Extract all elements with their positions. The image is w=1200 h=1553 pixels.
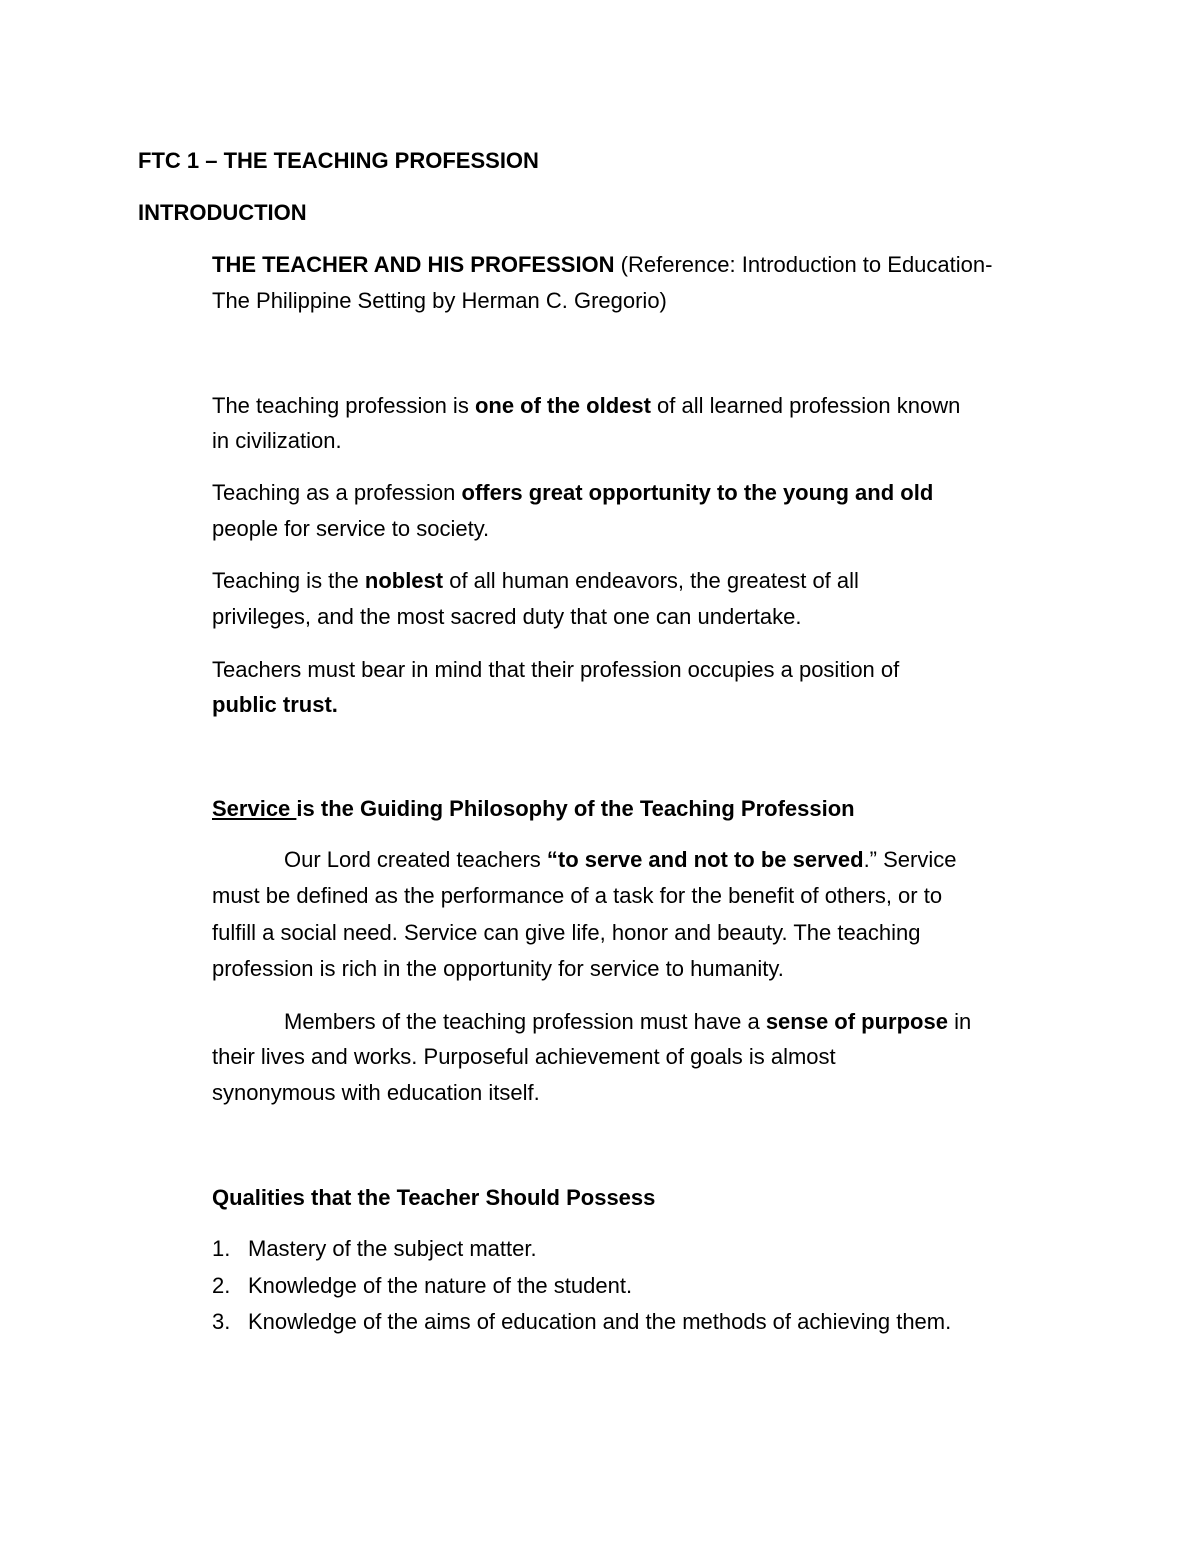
text-run: Our Lord created teachers — [284, 847, 547, 872]
text-run: is the Guiding Philosophy of the Teaching Profession — [296, 796, 855, 821]
text-run: Teaching as a profession — [212, 480, 462, 505]
paragraph-oldest-line-2: in civilization. — [212, 428, 342, 453]
paragraph-opportunity-line-1 — [212, 480, 933, 506]
bold-run: “to serve and not to be served — [546, 847, 864, 872]
list-text: Knowledge of the aims of education and the methods of achieving them. — [248, 1309, 952, 1334]
list-number: 2. — [212, 1273, 231, 1298]
service-heading — [212, 796, 855, 822]
list-text: Mastery of the subject matter. — [248, 1236, 537, 1261]
subheading-line-1 — [212, 252, 992, 278]
list-number: 1. — [212, 1236, 231, 1261]
paragraph-serve-line-3: fulfill a social need. Service can give life, honor and beauty. The teaching — [212, 920, 921, 945]
bold-run: one of the oldest — [474, 393, 651, 418]
paragraph-serve-line-1 — [284, 847, 956, 873]
text-run: of all learned profession known — [650, 393, 961, 418]
list-number: 3. — [212, 1309, 231, 1334]
paragraph-purpose-line-3: synonymous with education itself. — [212, 1080, 540, 1105]
list-text: Knowledge of the nature of the student. — [248, 1273, 633, 1298]
bold-run: sense of purpose — [765, 1009, 948, 1034]
text-run: .” Service — [863, 847, 957, 872]
paragraph-opportunity-line-2: people for service to society. — [212, 516, 490, 541]
text-run: The teaching profession is — [212, 393, 475, 418]
text-run: of all human endeavors, the greatest of all — [443, 568, 859, 593]
subheading-reference: (Reference: Introduction to Education- — [614, 252, 993, 277]
paragraph-oldest-line-1 — [212, 393, 960, 419]
paragraph-trust-line-1: Teachers must bear in mind that their profession occupies a position of — [212, 657, 900, 682]
list-item — [212, 1236, 537, 1262]
document-title: FTC 1 – THE TEACHING PROFESSION — [138, 148, 539, 173]
paragraph-serve-line-4: profession is rich in the opportunity for service to humanity. — [212, 956, 784, 981]
subheading-bold: THE TEACHER AND HIS PROFESSION — [212, 252, 615, 277]
list-item — [212, 1309, 951, 1335]
paragraph-purpose-line-1 — [284, 1009, 971, 1035]
paragraph-trust-line-2: public trust. — [212, 692, 338, 717]
text-run: in — [947, 1009, 972, 1034]
text-run: Teaching is the — [212, 568, 365, 593]
paragraph-purpose-line-2: their lives and works. Purposeful achievement of goals is almost — [212, 1044, 836, 1069]
paragraph-noblest-line-2: privileges, and the most sacred duty that one can undertake. — [212, 604, 802, 629]
underlined-run: Service — [212, 796, 297, 821]
bold-run: offers great opportunity to the young and old — [461, 480, 934, 505]
text-run: Members of the teaching profession must have a — [284, 1009, 766, 1034]
bold-run: noblest — [364, 568, 444, 593]
qualities-heading: Qualities that the Teacher Should Possess — [212, 1185, 656, 1210]
section-introduction: INTRODUCTION — [138, 200, 307, 225]
paragraph-noblest-line-1 — [212, 568, 859, 594]
subheading-line-2: The Philippine Setting by Herman C. Gregorio) — [212, 288, 667, 313]
list-item — [212, 1273, 632, 1299]
paragraph-serve-line-2: must be defined as the performance of a task for the benefit of others, or to — [212, 883, 943, 908]
